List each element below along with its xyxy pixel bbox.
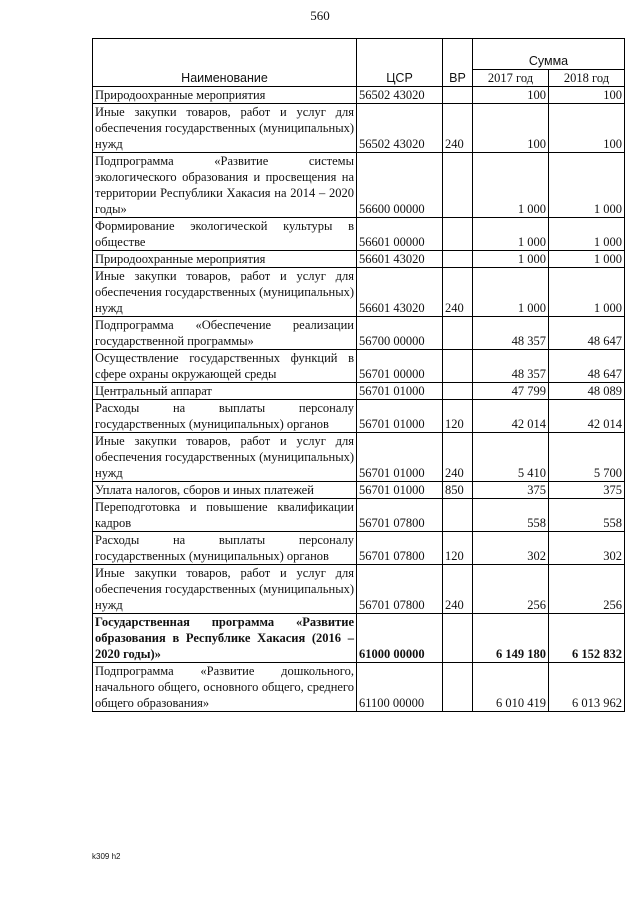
row-sum-2017: 302 (473, 532, 549, 565)
row-sum-2017: 100 (473, 104, 549, 153)
header-year-2017: 2017 год (473, 70, 549, 87)
table-header (93, 39, 625, 87)
row-csr: 56701 07800 (357, 499, 443, 532)
row-csr: 61000 00000 (357, 614, 443, 663)
row-vr (443, 317, 473, 350)
row-vr: 240 (443, 565, 473, 614)
row-name: Подпрограмма «Развитие дошкольного, начального общего, основного общего, среднего общего образования» (93, 663, 357, 712)
row-sum-2017: 6 010 419 (473, 663, 549, 712)
row-sum-2017: 1 000 (473, 251, 549, 268)
row-sum-2018: 6 152 832 (549, 614, 625, 663)
row-vr (443, 383, 473, 400)
table-row (93, 104, 625, 153)
row-name: Формирование экологической культуры в обществе (93, 218, 357, 251)
row-csr: 56701 00000 (357, 350, 443, 383)
table-row (93, 532, 625, 565)
table-row (93, 153, 625, 218)
row-vr: 120 (443, 400, 473, 433)
row-csr: 56600 00000 (357, 153, 443, 218)
row-sum-2018: 1 000 (549, 218, 625, 251)
row-vr (443, 251, 473, 268)
row-sum-2017: 1 000 (473, 268, 549, 317)
table-row (93, 663, 625, 712)
table-row (93, 87, 625, 104)
table-row (93, 400, 625, 433)
row-name: Иные закупки товаров, работ и услуг для обеспечения государственных (муниципальных) нужд (93, 433, 357, 482)
row-sum-2017: 1 000 (473, 153, 549, 218)
table-row (93, 565, 625, 614)
row-sum-2018: 48 647 (549, 350, 625, 383)
row-csr: 56701 01000 (357, 400, 443, 433)
row-vr: 850 (443, 482, 473, 499)
table-row (93, 218, 625, 251)
row-csr: 56601 00000 (357, 218, 443, 251)
row-sum-2017: 375 (473, 482, 549, 499)
row-sum-2017: 42 014 (473, 400, 549, 433)
row-vr: 240 (443, 268, 473, 317)
row-vr (443, 350, 473, 383)
row-name: Государственная программа «Развитие образования в Республике Хакасия (2016 – 2020 годы)» (93, 614, 357, 663)
footer-code: k309 h2 (92, 852, 121, 861)
row-name: Осуществление государственных функций в сфере охраны окружающей среды (93, 350, 357, 383)
row-vr: 240 (443, 433, 473, 482)
row-name: Иные закупки товаров, работ и услуг для обеспечения государственных (муниципальных) нужд (93, 565, 357, 614)
budget-table (92, 38, 625, 712)
row-name: Уплата налогов, сборов и иных платежей (93, 482, 357, 499)
row-name: Расходы на выплаты персоналу государственных (муниципальных) органов (93, 532, 357, 565)
header-csr: ЦСР (357, 39, 443, 87)
row-name: Переподготовка и повышение квалификации кадров (93, 499, 357, 532)
row-sum-2018: 1 000 (549, 251, 625, 268)
row-sum-2017: 1 000 (473, 218, 549, 251)
page-number: 560 (310, 8, 330, 23)
row-sum-2018: 1 000 (549, 153, 625, 218)
row-vr (443, 499, 473, 532)
row-sum-2017: 48 357 (473, 350, 549, 383)
row-sum-2018: 1 000 (549, 268, 625, 317)
row-name: Иные закупки товаров, работ и услуг для обеспечения государственных (муниципальных) нужд (93, 268, 357, 317)
row-csr: 56502 43020 (357, 87, 443, 104)
header-vr: ВР (443, 39, 473, 87)
header-name: Наименование (93, 39, 357, 87)
row-sum-2018: 256 (549, 565, 625, 614)
row-name: Расходы на выплаты персоналу государственных (муниципальных) органов (93, 400, 357, 433)
table-row (93, 251, 625, 268)
row-csr: 56700 00000 (357, 317, 443, 350)
table-row (93, 383, 625, 400)
row-sum-2017: 5 410 (473, 433, 549, 482)
row-csr: 56601 43020 (357, 251, 443, 268)
row-sum-2017: 256 (473, 565, 549, 614)
row-sum-2017: 47 799 (473, 383, 549, 400)
row-sum-2018: 558 (549, 499, 625, 532)
row-sum-2018: 42 014 (549, 400, 625, 433)
table-row (93, 482, 625, 499)
row-name: Подпрограмма «Обеспечение реализации государственной программы» (93, 317, 357, 350)
row-vr: 240 (443, 104, 473, 153)
header-sum: Сумма (473, 39, 625, 70)
row-sum-2017: 48 357 (473, 317, 549, 350)
table-row (93, 350, 625, 383)
row-name: Природоохранные мероприятия (93, 87, 357, 104)
table-row (93, 268, 625, 317)
row-sum-2018: 100 (549, 104, 625, 153)
row-name: Подпрограмма «Развитие системы экологического образования и просвещения на территории Республики Хакасия на 2014 – 2020 годы» (93, 153, 357, 218)
table-row (93, 499, 625, 532)
row-sum-2018: 48 089 (549, 383, 625, 400)
row-vr (443, 663, 473, 712)
row-sum-2018: 6 013 962 (549, 663, 625, 712)
row-sum-2018: 302 (549, 532, 625, 565)
row-csr: 56502 43020 (357, 104, 443, 153)
row-csr: 56701 01000 (357, 482, 443, 499)
row-vr (443, 153, 473, 218)
row-sum-2018: 375 (549, 482, 625, 499)
table-row (93, 614, 625, 663)
row-vr: 120 (443, 532, 473, 565)
row-name: Природоохранные мероприятия (93, 251, 357, 268)
table-row (93, 433, 625, 482)
row-vr (443, 614, 473, 663)
row-sum-2018: 5 700 (549, 433, 625, 482)
row-vr (443, 218, 473, 251)
row-csr: 56701 01000 (357, 383, 443, 400)
row-sum-2017: 558 (473, 499, 549, 532)
row-csr: 56701 07800 (357, 565, 443, 614)
row-csr: 56701 01000 (357, 433, 443, 482)
row-csr: 56701 07800 (357, 532, 443, 565)
row-sum-2018: 48 647 (549, 317, 625, 350)
table-body (93, 87, 625, 712)
table-row (93, 317, 625, 350)
row-name: Иные закупки товаров, работ и услуг для обеспечения государственных (муниципальных) нужд (93, 104, 357, 153)
header-year-2018: 2018 год (549, 70, 625, 87)
row-sum-2017: 100 (473, 87, 549, 104)
row-sum-2017: 6 149 180 (473, 614, 549, 663)
row-csr: 56601 43020 (357, 268, 443, 317)
row-name: Центральный аппарат (93, 383, 357, 400)
row-sum-2018: 100 (549, 87, 625, 104)
row-csr: 61100 00000 (357, 663, 443, 712)
row-vr (443, 87, 473, 104)
